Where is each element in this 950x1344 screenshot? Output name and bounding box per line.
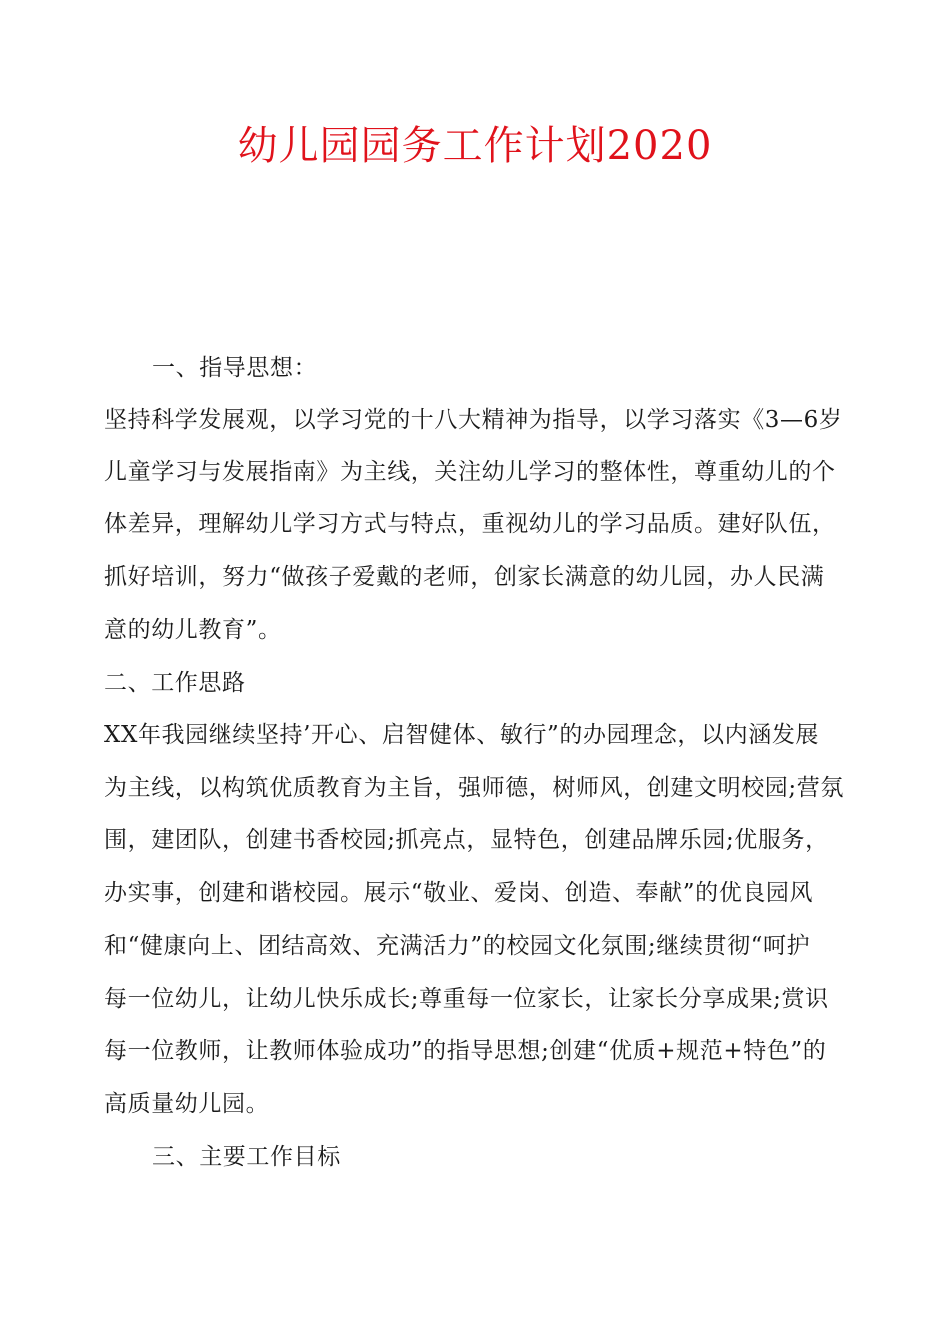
paragraph-line: 高质量幼儿园。 — [104, 1091, 270, 1117]
paragraph-line: 体差异，理解幼儿学习方式与特点，重视幼儿的学习品质。建好队伍， — [104, 511, 836, 537]
paragraph-line: 和“健康向上、团结高效、充满活力”的校园文化氛围;继续贯彻“呵护 — [104, 933, 811, 959]
paragraph-line: 每一位幼儿，让幼儿快乐成长;尊重每一位家长，让家长分享成果;赏识 — [104, 986, 829, 1012]
document-title: 幼儿园园务工作计划2020 — [237, 123, 713, 169]
paragraph-line: 抓好培训，努力“做孩子爱戴的老师，创家长满意的幼儿园，办人民满 — [104, 564, 825, 590]
paragraph-line: 为主线，以构筑优质教育为主旨，强师德，树师风，创建文明校园;营氛 — [104, 775, 844, 801]
section-heading-guiding-ideology: 一、指导思想： — [152, 355, 318, 381]
paragraph-line: 围，建团队，创建书香校园;抓亮点，显特色，创建品牌乐园;优服务， — [104, 827, 829, 853]
paragraph-line: 儿童学习与发展指南》为主线，关注幼儿学习的整体性，尊重幼儿的个 — [104, 459, 836, 485]
paragraph-line: XX年我园继续坚持’开心、启智健体、敏行”的办园理念，以内涵发展 — [104, 722, 820, 748]
paragraph-line: 坚持科学发展观，以学习党的十八大精神为指导，以学习落实《3—6岁 — [104, 407, 843, 433]
section-heading-main-goals: 三、主要工作目标 — [152, 1144, 341, 1170]
paragraph-line: 意的幼儿教育”。 — [104, 617, 282, 643]
paragraph-line: 办实事，创建和谐校园。展示“敬业、爱岗、创造、奉献”的优良园风 — [104, 880, 814, 906]
section-heading-work-approach: 二、工作思路 — [104, 670, 246, 696]
paragraph-line: 每一位教师，让教师体验成功”的指导思想;创建“优质+规范+特色”的 — [104, 1038, 827, 1064]
